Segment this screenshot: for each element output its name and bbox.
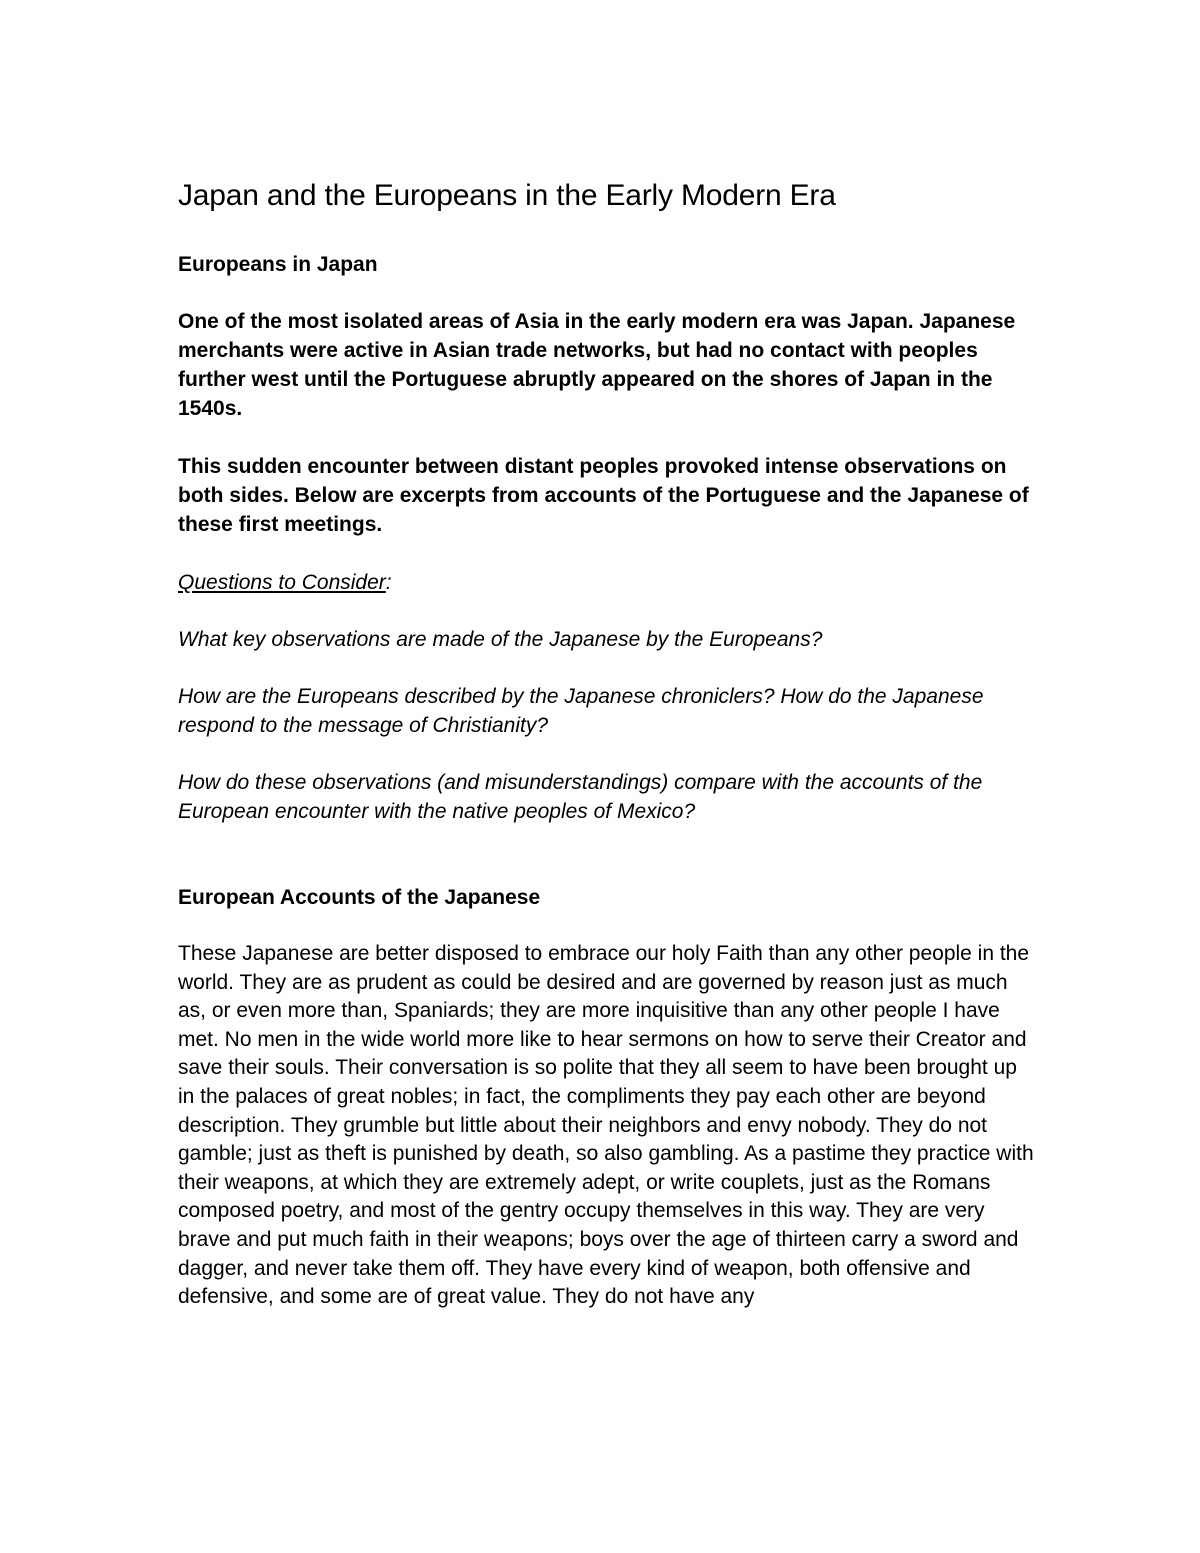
- section-heading-european-accounts: European Accounts of the Japanese: [178, 886, 541, 909]
- questions-label-text: Questions to Consider: [178, 571, 386, 594]
- questions-label-colon: :: [385, 571, 392, 594]
- question-item: What key observations are made of the Japanese by the Europeans?: [178, 628, 823, 651]
- intro-paragraph-1: One of the most isolated areas of Asia in the early modern era was Japan. Japanese merchants were active in Asian trade networks, but had no contact with peoples further west until the Portuguese abruptly appeared on the shores of Japan in the 1540s.: [178, 310, 1016, 420]
- document-title: Japan and the Europeans in the Early Modern Era: [178, 179, 836, 212]
- intro-paragraph-2: This sudden encounter between distant peoples provoked intense observations on both sides. Below are excerpts from accounts of the Portuguese and the Japanese of these first meetings.: [178, 455, 1029, 536]
- question-item: How do these observations (and misunderstandings) compare with the accounts of the European encounter with the native peoples of Mexico?: [178, 771, 983, 823]
- question-item: How are the Europeans described by the Japanese chroniclers? How do the Japanese respond to the message of Christianity?: [178, 685, 984, 737]
- document-content: [178, 176, 1038, 1312]
- european-accounts-body: These Japanese are better disposed to embrace our holy Faith than any other people in the world. They are as prudent as could be desired and are governed by reason just as much as, or even more than, Spaniards; they are more inquisitive than any other people I have met. No men in the wide world more like to hear sermons on how to serve their Creator and save their souls. Their conversation is so polite that they all seem to have been brought up in the palaces of great nobles; in fact, the compliments they pay each other are beyond description. They grumble but little about their neighbors and envy nobody. They do not gamble; just as theft is punished by death, so also gambling. As a pastime they practice with their weapons, at which they are extremely adept, or write couplets, just as the Romans composed poetry, and most of the gentry occupy themselves in this way. They are very brave and put much faith in their weapons; boys over the age of thirteen carry a sword and dagger, and never take them off. They have every kind of weapon, both offensive and defensive, and some are of great value. They do not have any: [178, 942, 1034, 1309]
- questions-label: [178, 568, 1038, 597]
- section-heading-europeans-in-japan: Europeans in Japan: [178, 253, 378, 276]
